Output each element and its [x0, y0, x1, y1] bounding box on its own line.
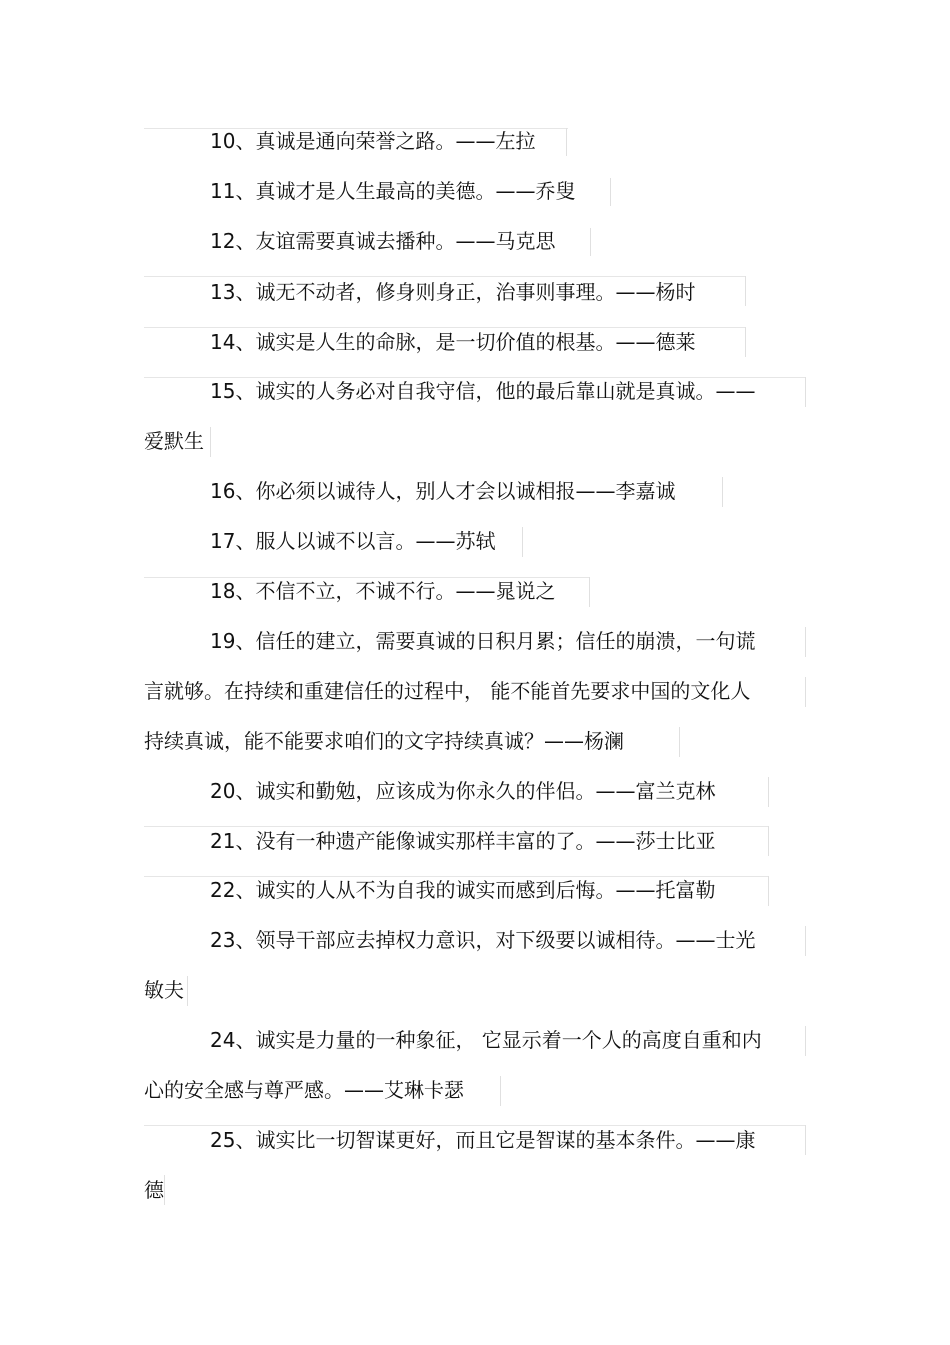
quote-line: 20、诚实和勤勉，应该成为你永久的伴侣。——富兰克林: [210, 779, 716, 803]
quote-line: 21、没有一种遗产能像诚实那样丰富的了。——莎士比亚: [210, 829, 716, 853]
quote-line: 14、诚实是人生的命脉，是一切价值的根基。——德莱: [210, 330, 696, 354]
quote-line-continuation: 敏夫: [144, 978, 184, 1002]
quote-line-continuation: 言就够。在持续和重建信任的过程中， 能不能首先要求中国的文化人: [144, 679, 751, 703]
quote-line: 23、领导干部应去掉权力意识，对下级要以诚相待。——士光: [210, 928, 756, 952]
quote-line: 17、服人以诚不以言。——苏轼: [210, 529, 496, 553]
quote-line: 25、诚实比一切智谋更好，而且它是智谋的基本条件。——康: [210, 1128, 756, 1152]
quote-line-continuation: 心的安全感与尊严感。——艾琳卡瑟: [144, 1078, 464, 1102]
quote-line: 22、诚实的人从不为自我的诚实而感到后悔。——托富勒: [210, 878, 716, 902]
quote-line: 13、诚无不动者，修身则身正，治事则事理。——杨时: [210, 280, 696, 304]
quote-line: 10、真诚是通向荣誉之路。——左拉: [210, 129, 536, 153]
quote-line-continuation: 爱默生: [144, 429, 204, 453]
quote-line: 12、友谊需要真诚去播种。——马克思: [210, 229, 556, 253]
quote-line: 24、诚实是力量的一种象征， 它显示着一个人的高度自重和内: [210, 1028, 762, 1052]
quote-line-continuation: 持续真诚，能不能要求咱们的文字持续真诚？——杨澜: [144, 729, 624, 753]
quote-line: 16、你必须以诚待人，别人才会以诚相报——李嘉诚: [210, 479, 676, 503]
quote-line: 19、信任的建立，需要真诚的日积月累；信任的崩溃，一句谎: [210, 629, 756, 653]
quote-line-continuation: 德: [144, 1178, 164, 1202]
quote-line: 11、真诚才是人生最高的美德。——乔叟: [210, 179, 576, 203]
quote-line: 15、诚实的人务必对自我守信，他的最后靠山就是真诚。——: [210, 379, 756, 403]
quote-line: 18、不信不立，不诚不行。——晁说之: [210, 579, 556, 603]
